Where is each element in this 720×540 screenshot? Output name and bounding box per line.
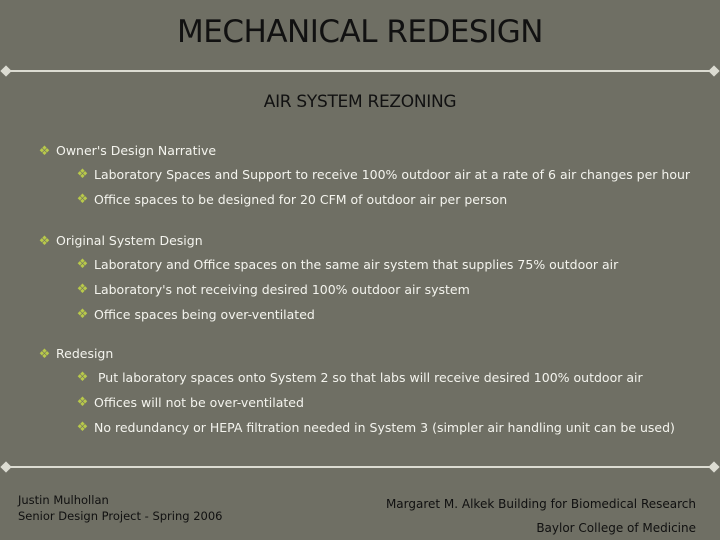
diamond-bullet-icon: ❖ [76,192,89,207]
bottom-divider [6,466,714,468]
diamond-bullet-icon: ❖ [76,282,89,297]
section-original-system-design [38,230,708,252]
list-item-text: Office spaces being over-ventilated [94,306,315,322]
section-label: Original System Design [56,233,203,248]
list-item [38,365,708,390]
list-item-text: Offices will not be over-ventilated [94,394,304,410]
spacer [38,212,708,230]
spacer [38,327,708,343]
diamond-bullet-icon: ❖ [76,370,89,385]
diamond-bullet-icon: ❖ [38,143,51,159]
top-divider-right-diamond [708,65,719,76]
list-item [38,252,708,277]
section-owners-design-narrative [38,140,708,162]
footer-project: Senior Design Project - Spring 2006 [18,509,223,523]
footer-institution: Baylor College of Medicine [536,521,696,535]
top-divider-left-diamond [0,65,11,76]
footer-left [18,492,222,524]
diamond-bullet-icon: ❖ [76,257,89,272]
footer-building: Margaret M. Alkek Building for Biomedical Research [385,497,696,511]
list-item-text: Put laboratory spaces onto System 2 so that labs will receive desired 100% outdoor air [94,369,643,385]
list-item-text: Laboratory's not receiving desired 100% outdoor air system [94,281,470,297]
diamond-bullet-icon: ❖ [76,395,89,410]
footer-author: Justin Mulhollan [18,493,109,507]
diamond-bullet-icon: ❖ [38,346,51,362]
bullet-list [38,140,708,440]
slide-title: MECHANICAL REDESIGN [177,14,543,50]
list-item [38,390,708,415]
bottom-divider-left-diamond [0,461,11,472]
bottom-divider-right-diamond [708,461,719,472]
list-item-text: Laboratory and Office spaces on the same air system that supplies 75% outdoor air [94,256,619,272]
list-item [38,162,708,187]
diamond-bullet-icon: ❖ [76,307,89,322]
diamond-bullet-icon: ❖ [38,233,51,249]
list-item [38,415,708,440]
diamond-bullet-icon: ❖ [76,167,89,182]
list-item-text: No redundancy or HEPA filtration needed in System 3 (simpler air handling unit can be used) [94,419,675,435]
section-redesign [38,343,708,365]
list-item [38,277,708,302]
footer-right [386,492,696,540]
list-item-text: Office spaces to be designed for 20 CFM of outdoor air per person [94,191,508,207]
slide-subtitle: AIR SYSTEM REZONING [263,92,457,112]
list-item [38,187,708,212]
list-item [38,302,708,327]
list-item-text: Laboratory Spaces and Support to receive 100% outdoor air at a rate of 6 air changes per hour [94,166,691,182]
diamond-bullet-icon: ❖ [76,420,89,435]
section-label: Redesign [56,346,114,361]
top-divider [6,70,714,72]
section-label: Owner's Design Narrative [56,143,217,158]
